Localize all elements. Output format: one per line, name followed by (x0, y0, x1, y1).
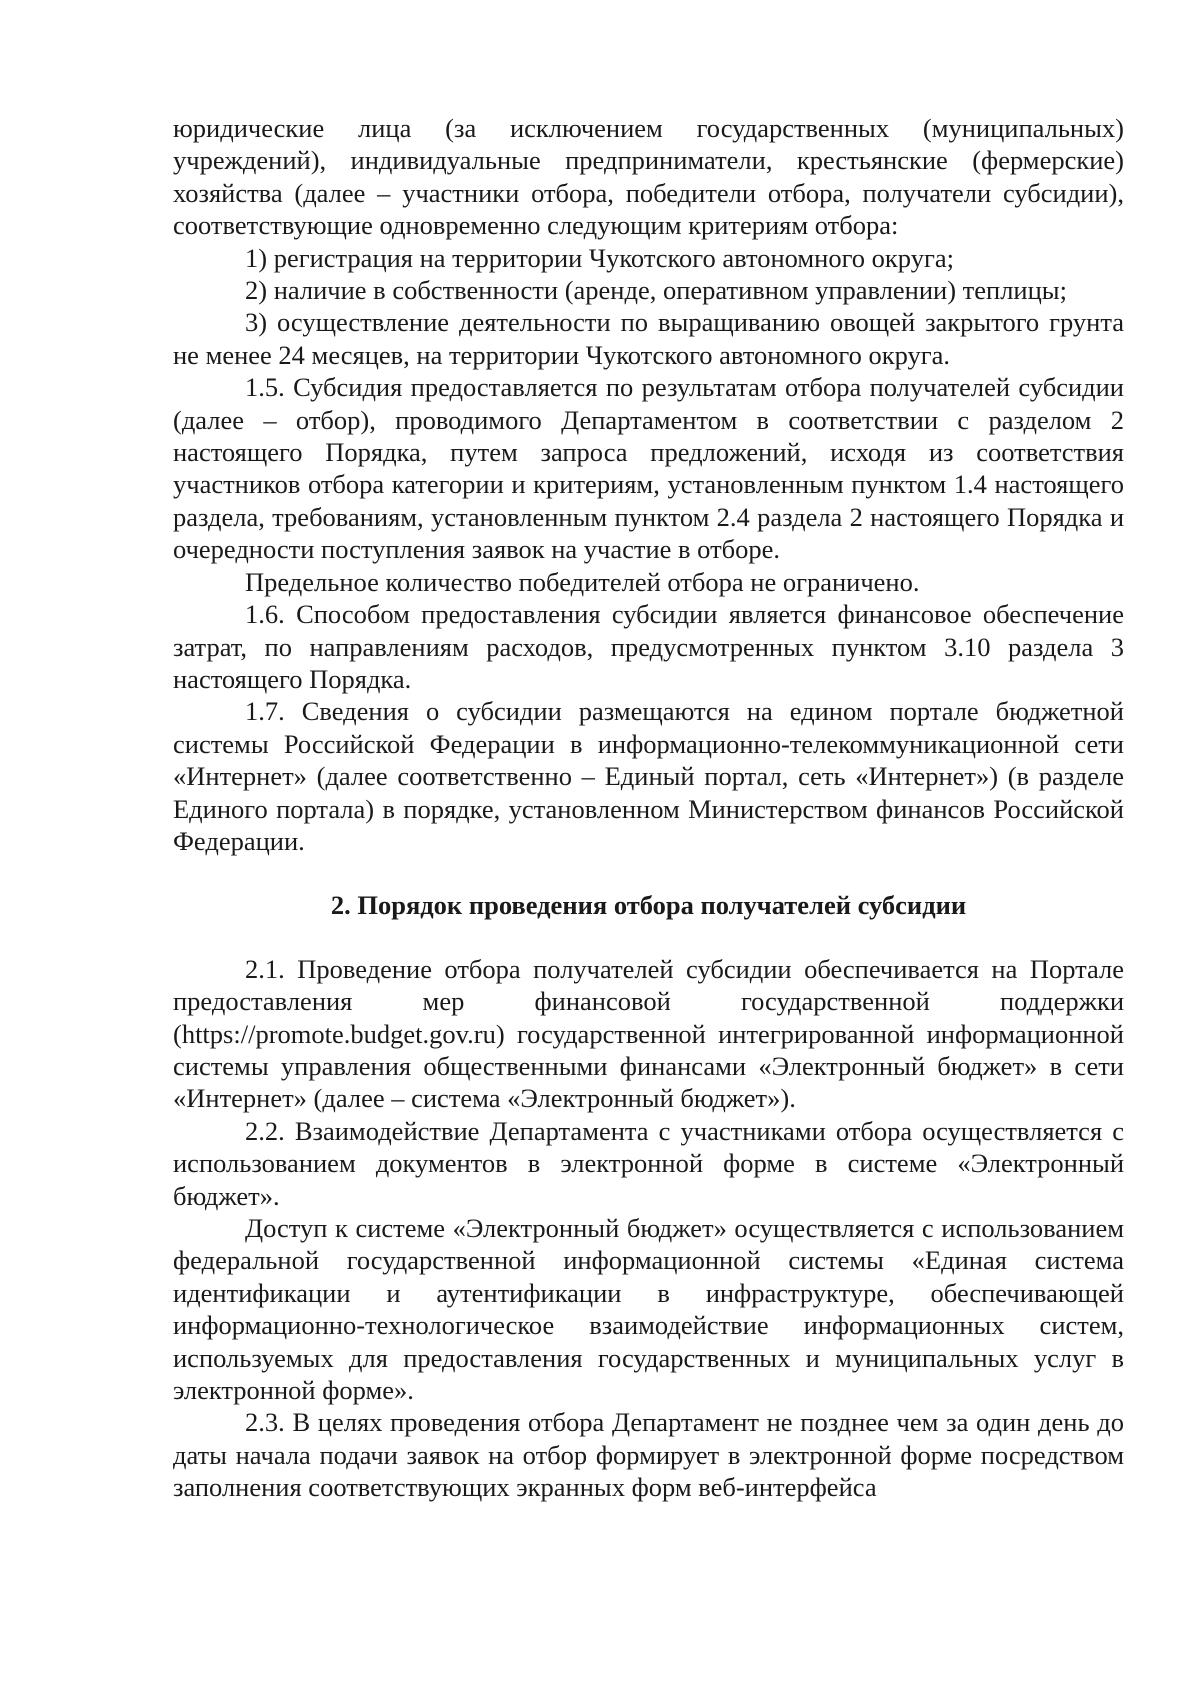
paragraph-winners-limit: Предельное количество победителей отбора не ограничено. (245, 566, 920, 597)
paragraph-1-6: 1.6. Способом предоставления субсидии является финансовое обеспечение затрат, по направлениям расходов, предусмотренных пунктом 3.10 раздела 3 настоящего Порядка. (173, 599, 1124, 694)
paragraph-1-5: 1.5. Субсидия предоставляется по результатам отбора получателей субсидии (далее – отбор), проводимого Департаментом в соответствии с разделом 2 настоящего Порядка, путем запроса предложений, исходя из соответствия участников отбора категории и критериям, установленным пунктом 1.4 настоящего раздела, требованиям, установленным пунктом 2.4 раздела 2 настоящего Порядка и очередности поступления заявок на участие в отборе. (173, 372, 1124, 565)
paragraph-access: Доступ к системе «Электронный бюджет» осуществляется с использованием федеральной государственной информационной системы «Единая система идентификации и аутентификации в инфраструктуре, обеспечивающей информационно-технологическое взаимодействие информационных систем, используемых для предоставления государственных и муниципальных услуг в электронной форме». (173, 1213, 1124, 1406)
paragraph-criteria-intro: юридические лица (за исключением государственных (муниципальных) учреждений), индивидуальные предприниматели, крестьянские (фермерские) хозяйства (далее – участники отбора, победители отбора, получатели субсидии), соответствующие одновременно следующим критериям отбора: (173, 113, 1124, 241)
paragraph-1-7: 1.7. Сведения о субсидии размещаются на едином портале бюджетной системы Российской Федерации в информационно-телекоммуникационной сети «Интернет» (далее соответственно – Единый портал, сеть «Интернет») (в разделе Единого портала) в порядке, установленном Министерством финансов Российской Федерации. (173, 696, 1124, 856)
document-page (173, 112, 1124, 1504)
section-heading: 2. Порядок проведения отбора получателей субсидии (330, 890, 967, 921)
paragraph-2-3: 2.3. В целях проведения отбора Департамент не позднее чем за один день до даты начала подачи заявок на отбор формирует в электронной форме посредством заполнения соответствующих экранных форм веб-интерфейса (173, 1407, 1124, 1503)
paragraph-criterion-1: 1) регистрация на территории Чукотского автономного округа; (245, 242, 954, 273)
paragraph-criterion-3: 3) осуществление деятельности по выращиванию овощей закрытого грунта не менее 24 месяцев, на территории Чукотского автономного округа. (173, 307, 1124, 370)
paragraph-2-2: 2.2. Взаимодействие Департамента с участниками отбора осуществляется с использованием документов в электронной форме в системе «Электронный бюджет». (173, 1115, 1124, 1211)
paragraph-2-1: 2.1. Проведение отбора получателей субсидии обеспечивается на Портале предоставления мер финансовой государственной поддержки (https://promote.budget.gov.ru) государственной интегрированной информационной системы управления общественными финансами «Электронный бюджет» в сети «Интернет» (далее – система «Электронный бюджет»). (173, 953, 1124, 1114)
paragraph-criterion-2: 2) наличие в собственности (аренде, оперативном управлении) теплицы; (245, 275, 1067, 306)
